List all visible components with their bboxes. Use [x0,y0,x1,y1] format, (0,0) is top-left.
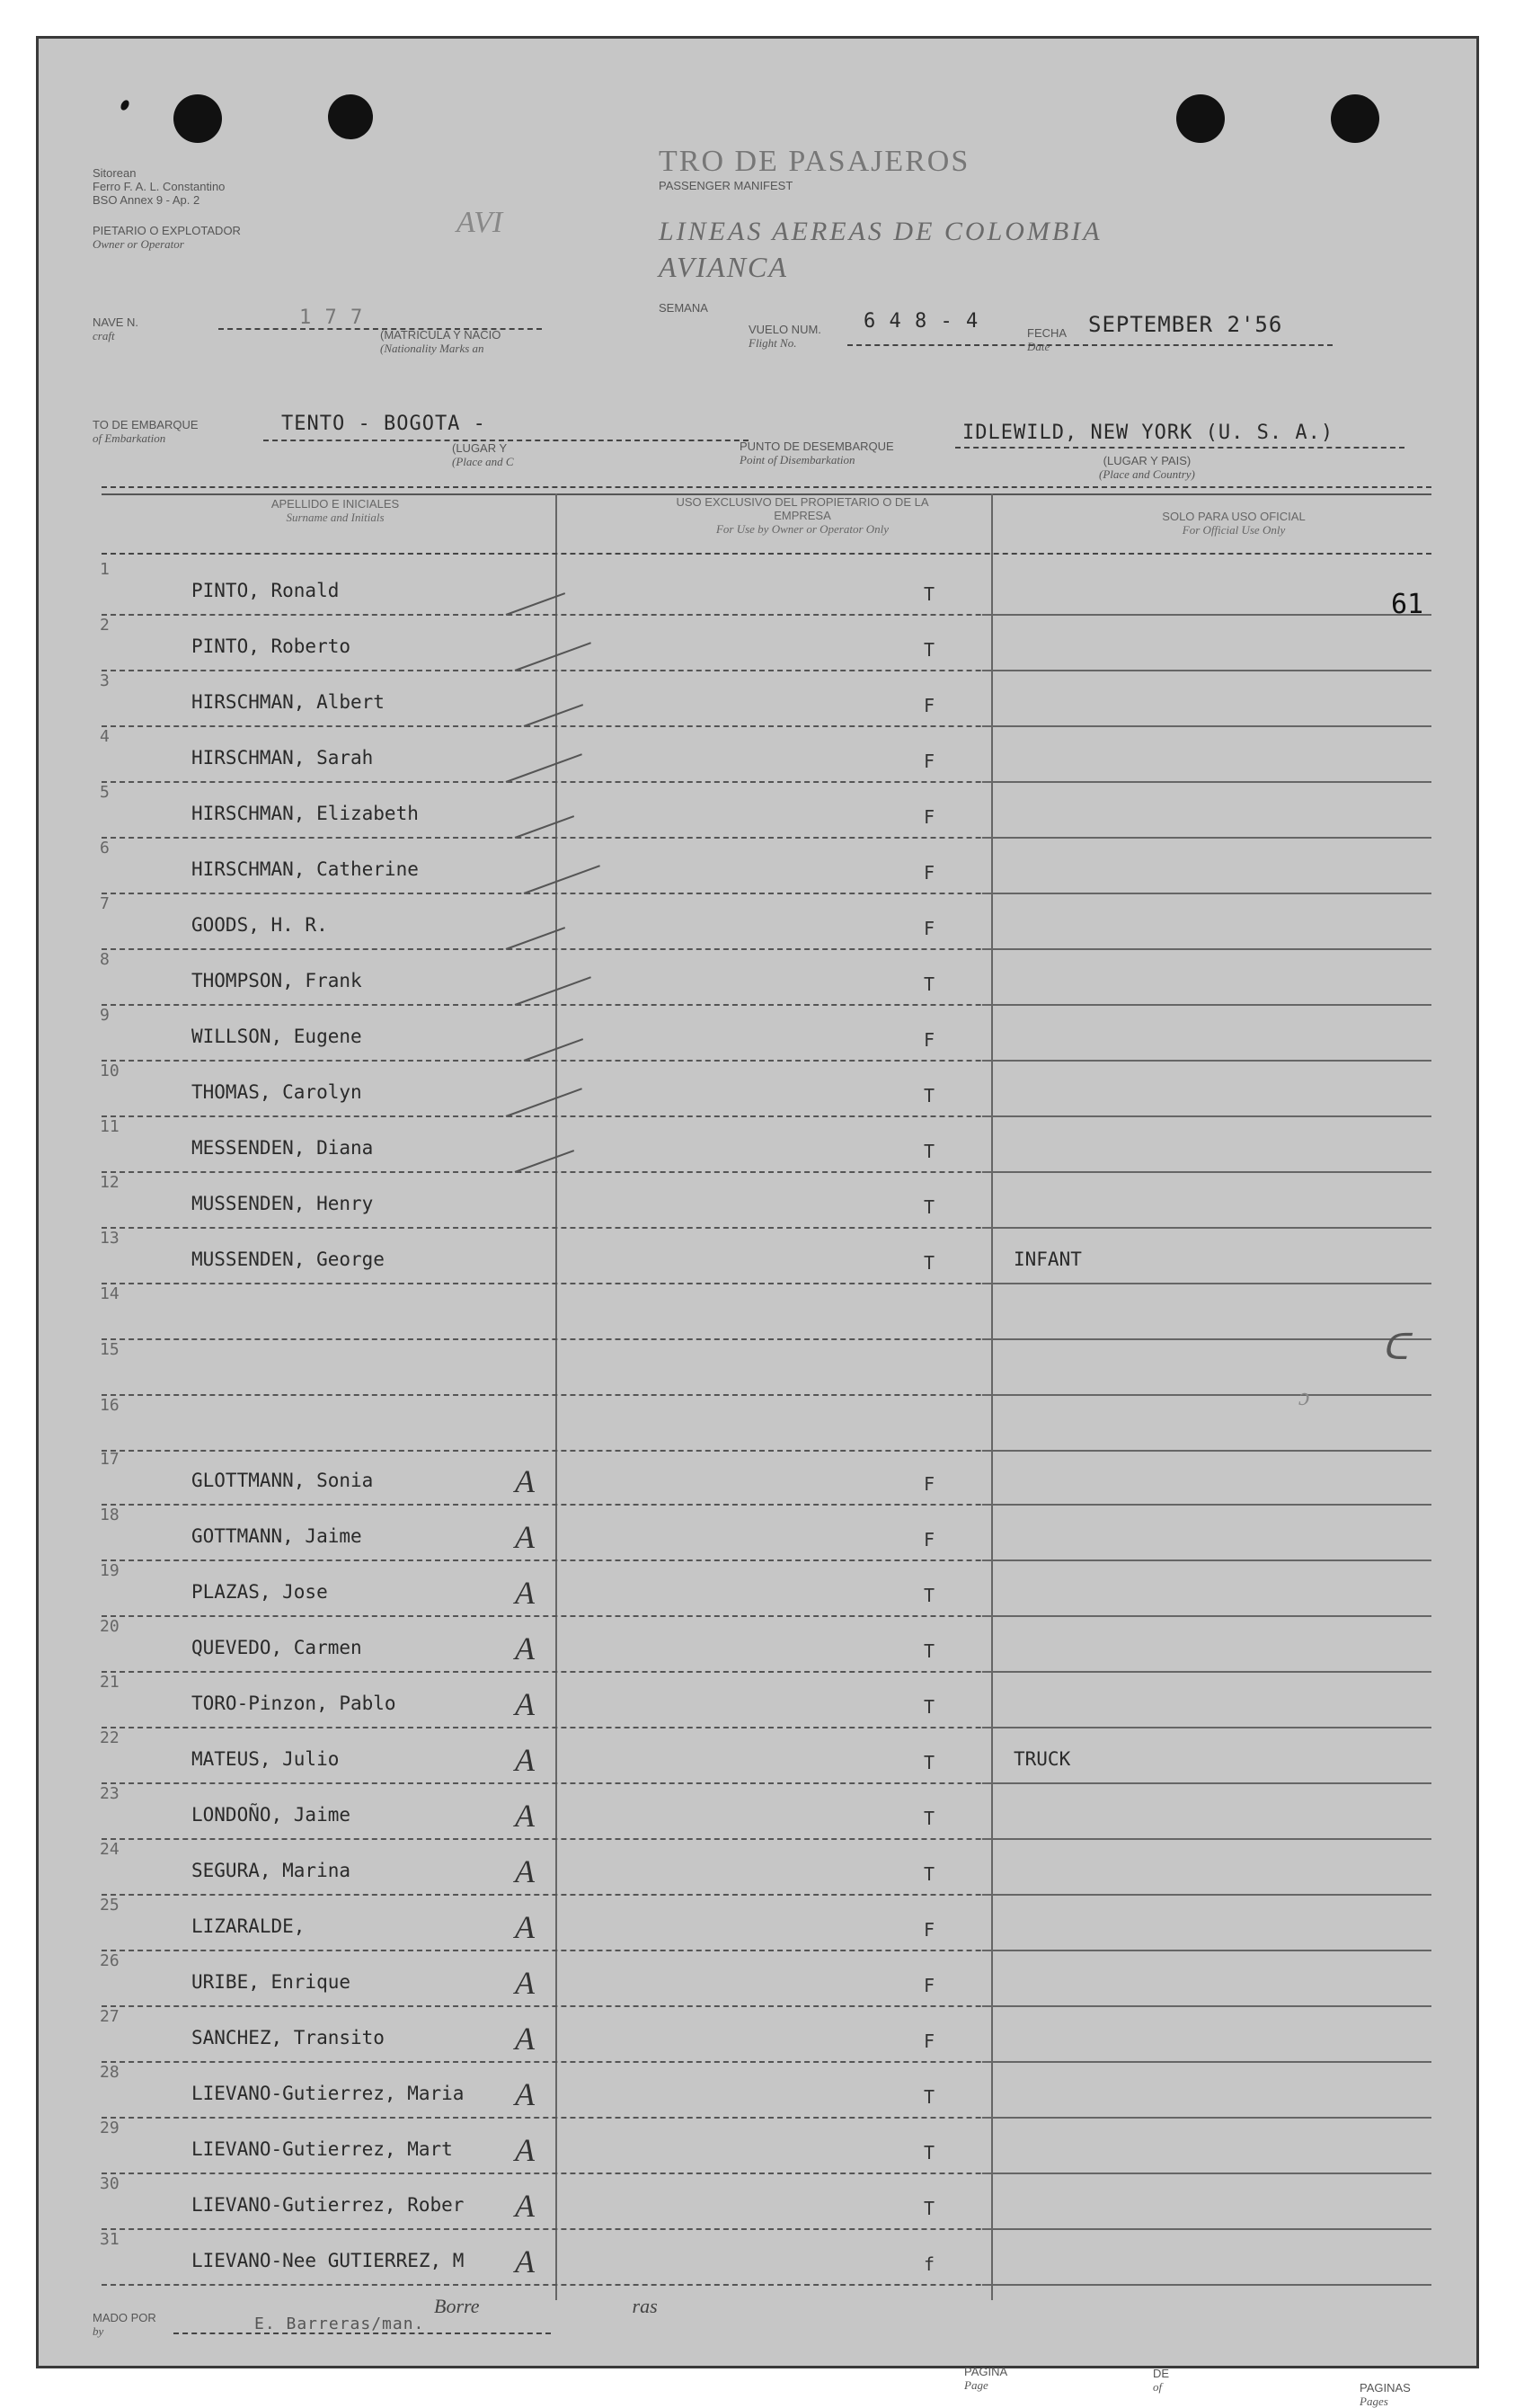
handwritten-mark: A [515,1519,535,1555]
nationality-label: (MATRICULA Y NACIO (Nationality Marks an [380,328,501,355]
table-row [39,1840,1476,1896]
row-number: 12 [100,1173,120,1192]
table-row [39,2063,1476,2119]
row-number: 18 [100,1506,120,1524]
passenger-name: URIBE, Enrique [191,1971,351,1993]
table-row [39,1617,1476,1673]
pages-label: PAGINAS Pages [1360,2381,1411,2408]
aircraft-label: NAVE N. craft [93,315,139,342]
passenger-name: LIEVANO-Nee GUTIERREZ, M [191,2250,465,2271]
of-label: DE of [1153,2367,1170,2394]
ink-dot [120,99,131,111]
row-number: 5 [100,783,110,802]
row-number: 19 [100,1561,120,1580]
table-row [39,1951,1476,2007]
row-number: 16 [100,1396,120,1415]
passenger-name: QUEVEDO, Carmen [191,1637,362,1658]
aircraft-line [218,328,542,330]
handwritten-mark: A [515,1742,535,1778]
row-number: 2 [100,616,110,635]
operator-code: T [924,1696,935,1718]
operator-label: PIETARIO O EXPLOTADOR Owner or Operator [93,224,241,251]
table-row [39,2174,1476,2230]
aircraft-value: 1 7 7 [299,307,364,329]
table-row [39,2230,1476,2286]
passenger-name: HIRSCHMAN, Catherine [191,858,419,880]
row-number: 26 [100,1951,120,1970]
row-number: 10 [100,1062,120,1080]
operator-code: F [924,918,935,939]
prepared-label: MADO POR by [93,2311,156,2338]
passenger-name: LIEVANO-Gutierrez, Mart [191,2138,453,2160]
operator-code: F [924,806,935,828]
row-number: 24 [100,1840,120,1859]
table-row [39,1117,1476,1173]
table-row [39,560,1476,616]
passenger-name: MUSSENDEN, George [191,1248,385,1270]
passenger-name: LIEVANO-Gutierrez, Rober [191,2194,465,2216]
header-bottom-line [102,553,1431,555]
airline-brand: AVIANCA [659,251,788,283]
operator-code: T [924,973,935,995]
page-label: PAGINA Page [964,2365,1008,2392]
row-number: 27 [100,2007,120,2026]
disembark-place-label: (LUGAR Y PAIS) (Place and Country) [1099,454,1195,481]
row-number: 28 [100,2063,120,2082]
operator-code: F [924,1975,935,1996]
flight-prefix: SEMANA [659,301,708,315]
disembark-label: PUNTO DE DESEMBARQUE Point of Disembarkation [740,440,894,466]
disembark-value: IDLEWILD, NEW YORK (U. S. A.) [962,422,1334,444]
table-row [39,1896,1476,1951]
table-row [39,1396,1476,1452]
col-header-operator: USO EXCLUSIVO DEL PROPIETARIO O DE LA EMPRESA For Use by Owner or Operator Only [676,495,929,536]
row-number: 17 [100,1450,120,1469]
passenger-name: HIRSCHMAN, Elizabeth [191,803,419,824]
manifest-subtitle: PASSENGER MANIFEST [659,179,793,192]
passenger-name: LIZARALDE, [191,1915,306,1937]
flight-number: 6 4 8 - 4 [864,310,979,333]
manifest-title: TRO DE PASAJEROS [659,145,970,178]
row-number: 8 [100,950,110,969]
operator-code: F [924,695,935,716]
table-row [39,1673,1476,1728]
table-row [39,1561,1476,1617]
punch-hole-4 [1331,94,1379,143]
row-number: 20 [100,1617,120,1636]
operator-short: AVI [456,206,503,239]
operator-code: T [924,1808,935,1829]
row-number: 6 [100,839,110,857]
operator-code: f [924,2253,935,2275]
table-top-line [102,486,1431,488]
passenger-name: GOODS, H. R. [191,914,328,936]
passenger-name: SANCHEZ, Transito [191,2027,385,2048]
operator-code: T [924,2086,935,2108]
table-row [39,1062,1476,1117]
punch-hole-1 [173,94,222,143]
table-row [39,1284,1476,1340]
table-row [39,727,1476,783]
operator-code: T [924,1863,935,1885]
passenger-name: PLAZAS, Jose [191,1581,328,1603]
operator-code: F [924,862,935,884]
row-number: 23 [100,1784,120,1803]
operator-code: F [924,1529,935,1551]
prepared-value: E. Barreras/man. [254,2315,425,2333]
table-row [39,839,1476,894]
table-row [39,1340,1476,1396]
date-value: SEPTEMBER 2'56 [1088,312,1283,337]
handwritten-mark: A [515,1798,535,1834]
row-number: 4 [100,727,110,746]
table-row [39,1728,1476,1784]
operator-code: T [924,1085,935,1106]
row-number: 11 [100,1117,120,1136]
table-row [39,1006,1476,1062]
top-left-note: Sitorean Ferro F. A. L. Constantino BSO Annex 9 - Ap. 2 [93,166,226,207]
row-number: 7 [100,894,110,913]
passenger-name: THOMPSON, Frank [191,970,362,991]
row-number: 30 [100,2174,120,2193]
airline-name: LINEAS AEREAS DE COLOMBIA [659,217,1103,246]
row-line-official [982,2284,1431,2286]
table-row [39,2007,1476,2063]
table-row [39,1229,1476,1284]
signature: Borre ras [434,2295,658,2317]
passenger-name: MUSSENDEN, Henry [191,1193,374,1214]
col-header-name: APELLIDO E INICIALES Surname and Initials [270,497,400,524]
row-number: 14 [100,1284,120,1303]
table-row [39,1173,1476,1229]
manifest-sheet [36,36,1479,2408]
page-number: 61 [1391,589,1424,620]
punch-hole-3 [1176,94,1225,143]
operator-code: T [924,1141,935,1162]
handwritten-mark: A [515,1965,535,2001]
handwritten-mark: A [515,1575,535,1611]
operator-code: F [924,2030,935,2052]
handwritten-mark: A [515,1463,535,1499]
handwritten-mark: A [515,2132,535,2168]
table-row [39,2119,1476,2174]
official-note: TRUCK [1014,1748,1071,1770]
operator-code: T [924,1585,935,1606]
date-label: FECHA Date [1027,326,1068,353]
row-number: 3 [100,671,110,690]
table-row [39,1784,1476,1840]
passenger-name: PINTO, Roberto [191,635,351,657]
handwritten-mark: A [515,1909,535,1945]
handwritten-mark: A [515,1686,535,1722]
table-row [39,1506,1476,1561]
col-header-official: SOLO PARA USO OFICIAL For Official Use Only [1162,510,1306,537]
row-number: 1 [100,560,110,579]
handwritten-mark: A [515,2021,535,2057]
operator-code: T [924,1752,935,1773]
passenger-name: LONDOÑO, Jaime [191,1804,351,1826]
prepared-line [173,2332,551,2334]
flight-line [847,344,1333,346]
row-number: 9 [100,1006,110,1025]
operator-code: T [924,2142,935,2164]
row-number: 13 [100,1229,120,1248]
operator-code: T [924,1252,935,1274]
check-mark: ᑕ [1382,1327,1409,1367]
row-number: 25 [100,1896,120,1915]
official-note: INFANT [1014,1248,1082,1270]
operator-code: T [924,639,935,661]
passenger-name: TORO-Pinzon, Pablo [191,1693,396,1714]
embark-value: TENTO - BOGOTA - [281,413,486,435]
table-row [39,894,1476,950]
flight-label: VUELO NUM. Flight No. [749,323,821,350]
handwritten-mark: A [515,1853,535,1889]
passenger-name: GLOTTMANN, Sonia [191,1470,374,1491]
embark-line [263,440,749,441]
operator-code: T [924,583,935,605]
passenger-name: WILLSON, Eugene [191,1026,362,1047]
operator-code: F [924,1919,935,1941]
passenger-name: THOMAS, Carolyn [191,1081,362,1103]
table-row [39,616,1476,671]
handwritten-mark: A [515,2188,535,2224]
passenger-name: PINTO, Ronald [191,580,340,601]
handwritten-mark: A [515,2076,535,2112]
embark-label: TO DE EMBARQUE of Embarkation [93,418,199,445]
handwritten-mark: A [515,1631,535,1666]
table-row [39,950,1476,1006]
operator-code: T [924,1640,935,1662]
pencil-scribble: ɔ [1298,1383,1310,1411]
operator-code: T [924,1196,935,1218]
row-number: 22 [100,1728,120,1747]
passenger-name: LIEVANO-Gutierrez, Maria [191,2083,465,2104]
table-row [39,783,1476,839]
operator-code: F [924,1473,935,1495]
passenger-name: MESSENDEN, Diana [191,1137,374,1159]
row-number: 31 [100,2230,120,2249]
punch-hole-2 [328,94,373,139]
disembark-line [955,447,1404,449]
passenger-name: MATEUS, Julio [191,1748,340,1770]
operator-code: F [924,1029,935,1051]
row-number: 15 [100,1340,120,1359]
table-row [39,671,1476,727]
table-row [39,1450,1476,1506]
operator-code: T [924,2198,935,2219]
handwritten-mark: A [515,2244,535,2279]
passenger-name: GOTTMANN, Jaime [191,1525,362,1547]
row-number: 21 [100,1673,120,1692]
passenger-name: HIRSCHMAN, Sarah [191,747,374,769]
passenger-name: HIRSCHMAN, Albert [191,691,385,713]
embark-place-label: (LUGAR Y (Place and C [452,441,514,468]
row-number: 29 [100,2119,120,2137]
operator-code: F [924,751,935,772]
passenger-name: SEGURA, Marina [191,1860,351,1881]
